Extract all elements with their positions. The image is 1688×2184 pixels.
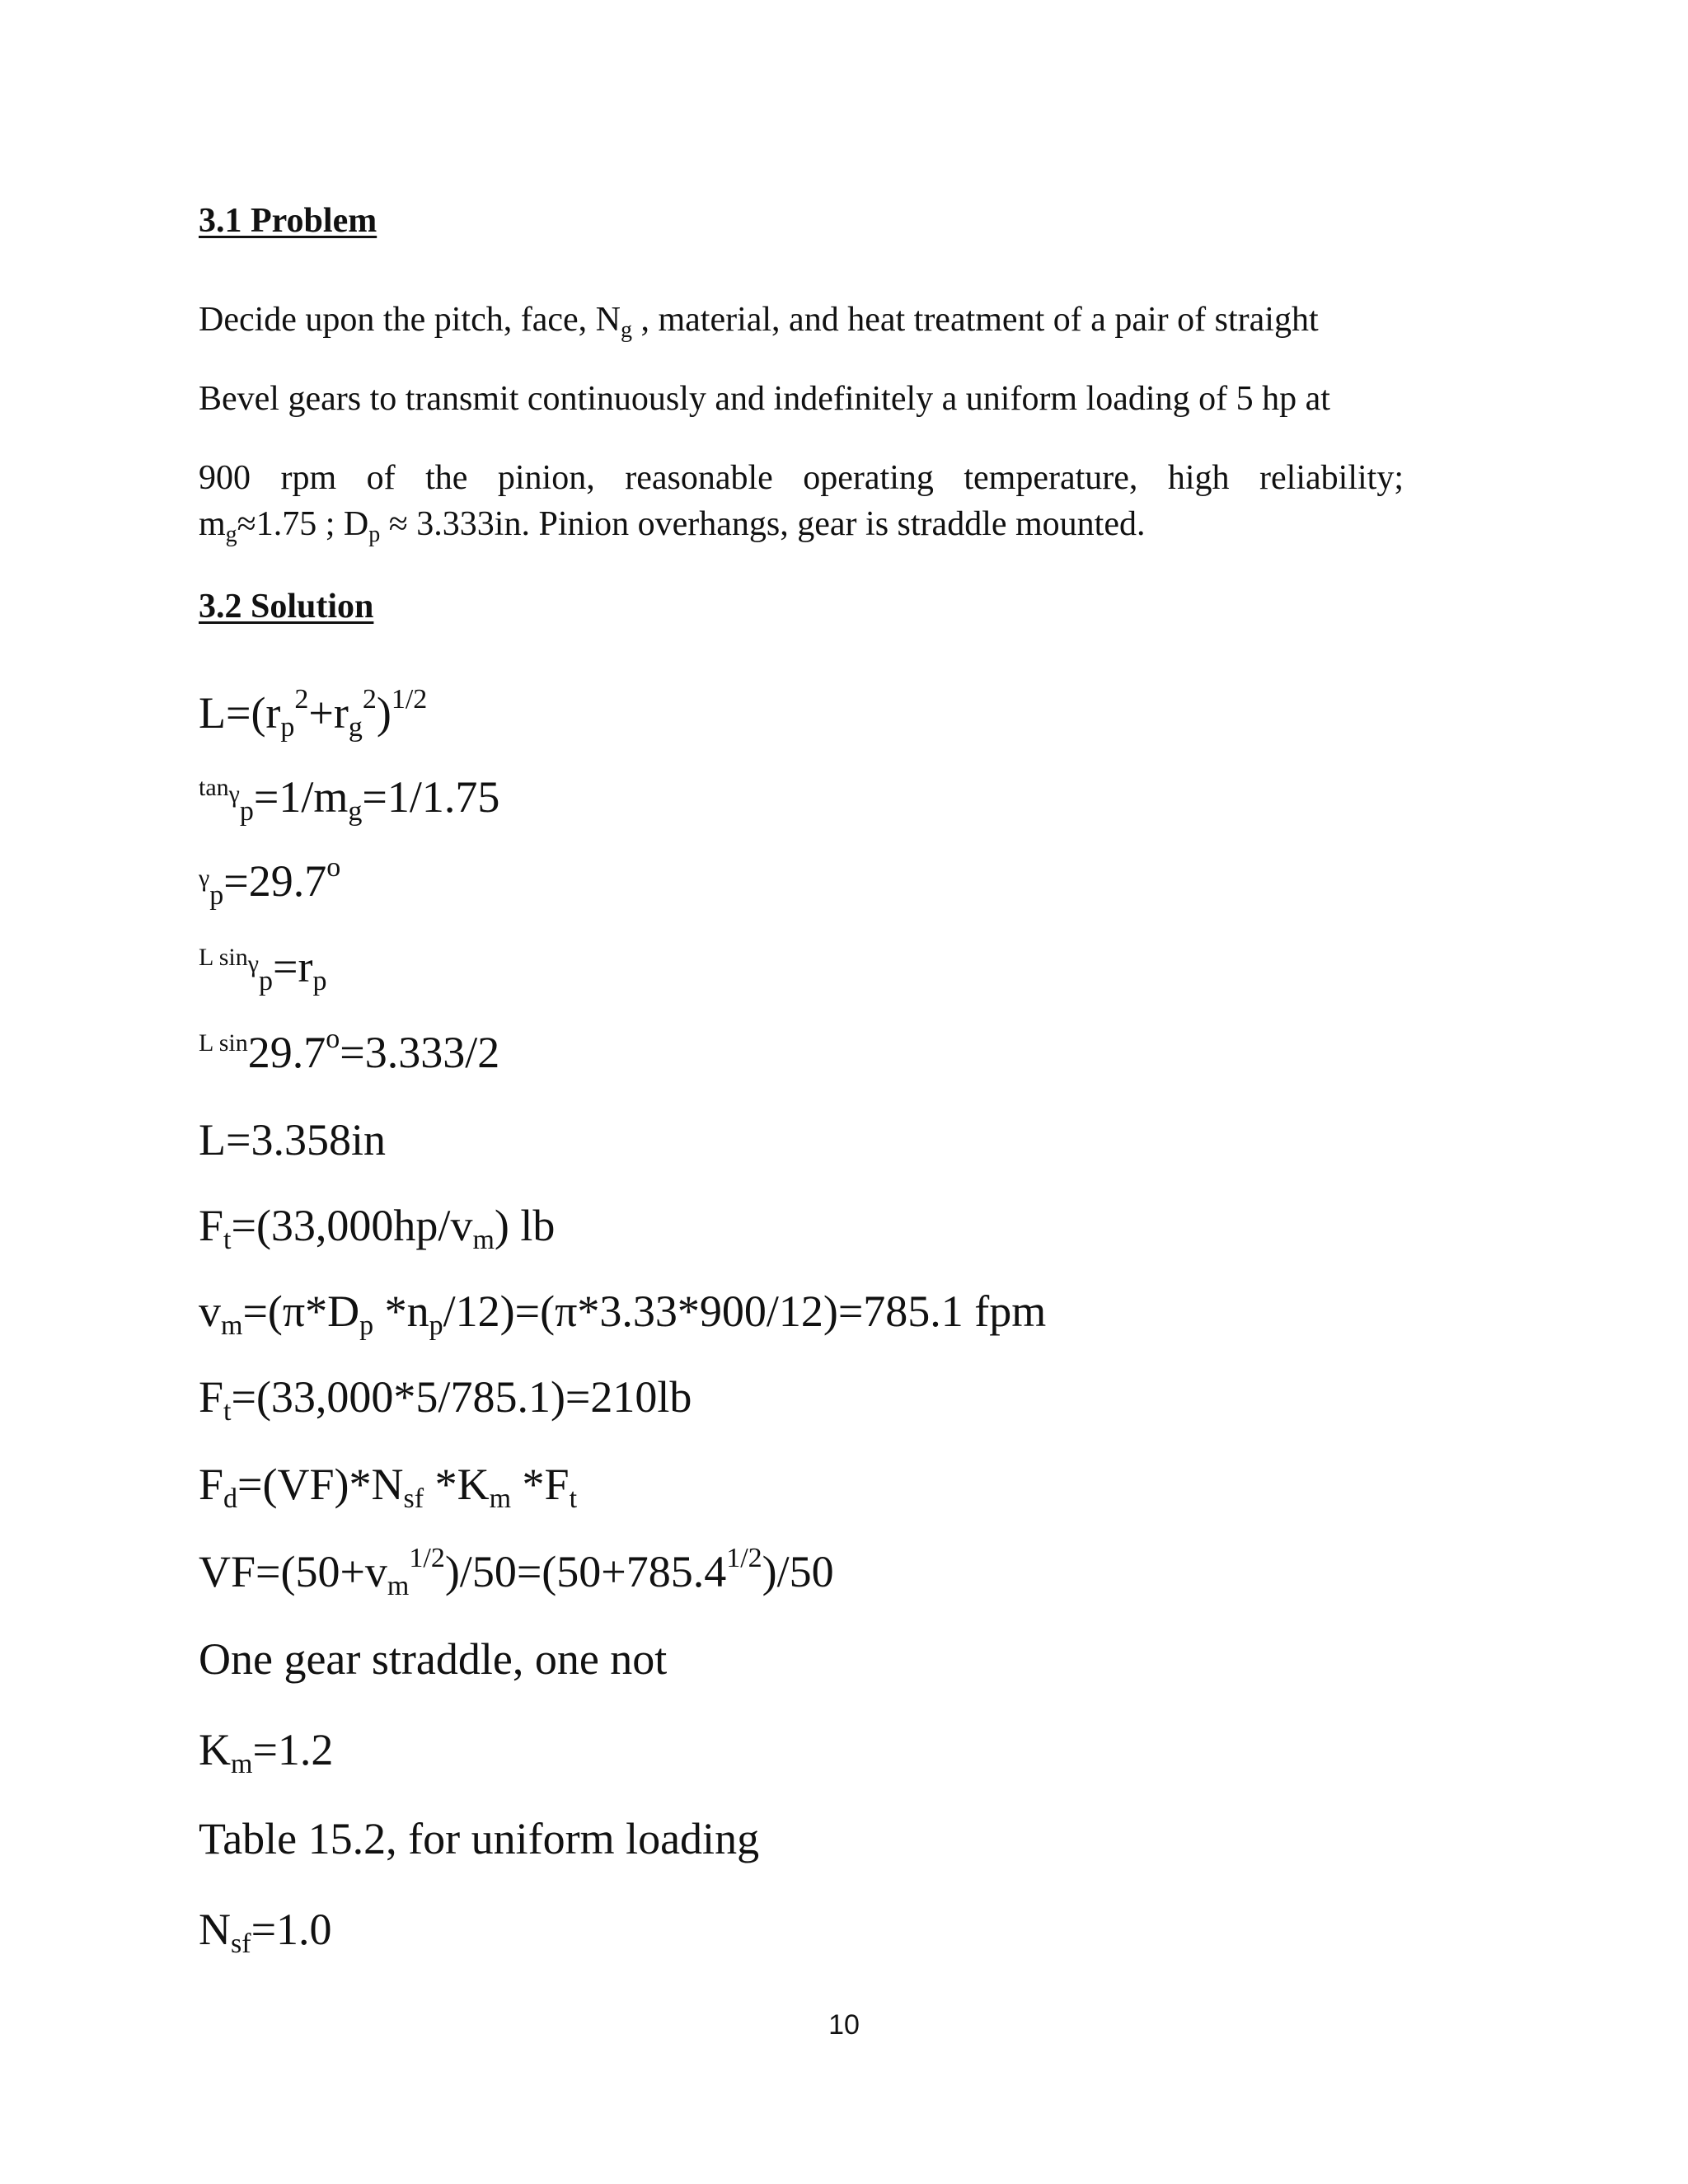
equation-tangential-force-value: $F_t=(33,000*5/785.1)=210lb$ — [199, 1372, 692, 1427]
problem-line-1: Decide upon the pitch, face, $N_g$ , material, and heat treatment of a pair of straight — [199, 301, 1319, 343]
equation-km: $K_m=1.2$ — [199, 1725, 334, 1779]
equation-diagonal-length: $L=(r_p^2+r_g^2)^{1/2}$ — [199, 684, 428, 743]
solution-heading: 3.2 Solution — [199, 588, 374, 626]
equation-l-result: L=3.358in — [199, 1115, 386, 1165]
equation-dynamic-force: $F_d=(VF)*N_{sf}$ $*K_m$ $*F_t$ — [199, 1460, 578, 1514]
equation-l-sin-gamma: $^{L sin\gamma}_p=r_p$ — [199, 942, 327, 996]
equation-velocity-factor: $VF=(50+v_m^{1/2})/50=(50+785.4^{1/2})/50$ — [199, 1543, 834, 1601]
equation-l-sin-value: $^{L sin}29.7^o=3.333/2$ — [199, 1024, 500, 1077]
problem-statement — [199, 297, 1468, 547]
text-straddle-note: One gear straddle, one not — [199, 1634, 668, 1684]
problem-heading: 3.1 Problem — [199, 202, 377, 240]
equation-tan-gamma: $^{tan\gamma}_p=1/m_g=1/1.75$ — [199, 772, 500, 827]
text-table-reference: Table 15.2, for uniform loading — [199, 1814, 760, 1863]
equation-nsf: $N_{sf}=1.0$ — [199, 1905, 332, 1959]
equation-pitch-line-velocity: $v_m=(\pi*D_p$ $*n_p/12)=(\pi*3.33*900/12)=785.1$ fpm — [199, 1286, 1047, 1341]
page-number: 10 — [828, 2009, 860, 2041]
problem-line-2: Bevel gears to transmit continuously and indefinitely a uniform loading of 5 hp at — [199, 380, 1330, 418]
equation-tangential-force: $F_t=(33,000hp/v_m)$ lb — [199, 1201, 556, 1255]
problem-line-3: 900 rpm of the pinion, reasonable operating temperature, high reliability; — [199, 459, 1404, 497]
equation-gamma-value: $^\gamma_p=29.7^o$ — [199, 852, 341, 911]
problem-line-4: $m_g\approx 1.75$ ; $D_p \approx 3.333in$. Pinion overhangs, gear is straddle mounted. — [199, 505, 1146, 547]
